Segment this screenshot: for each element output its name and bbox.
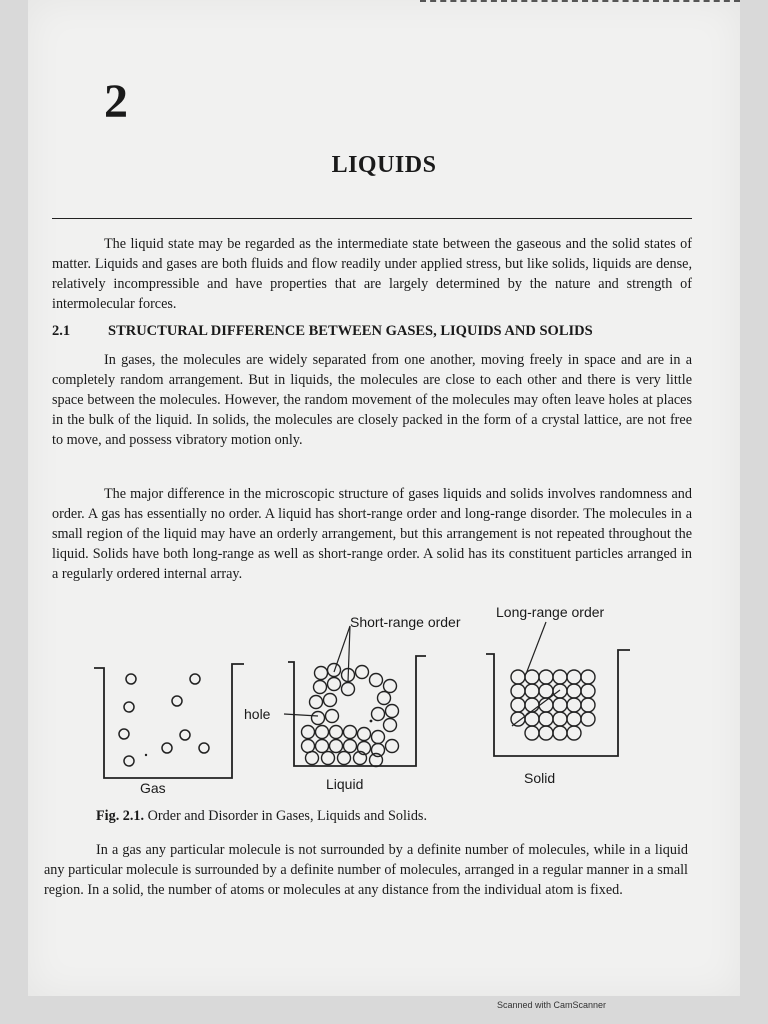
paragraph-surrounding-molecules xyxy=(44,840,688,900)
section-title: STRUCTURAL DIFFERENCE BETWEEN GASES, LIQUIDS AND SOLIDS xyxy=(108,323,593,339)
label-gas: Gas xyxy=(140,780,166,796)
scanner-watermark: Scanned with CamScanner xyxy=(497,1000,607,1010)
intro-text: The liquid state may be regarded as the intermediate state between the gaseous and the solid states of matter. Liquids and gases are both fluids and flow readily under applied stress, but like solids, liquids are dense, relatively incompressible and have properties that are largely determined by the nature and strength of intermolecular forces. xyxy=(52,236,692,312)
label-solid: Solid xyxy=(524,770,556,786)
gas-dot xyxy=(145,754,147,756)
paragraph-2-text: The major difference in the microscopic structure of gases liquids and solids involves randomness and order. A gas has essentially no order. A liquid has short-range order and long-range disorder. The molecules in a small region of the liquid may have an orderly arrangement, but this arrangement is not repeated throughout the liquid. Solids have both long-range as well as short-range order. A solid has its constituent particles arranged in a regularly ordered internal array. xyxy=(52,486,692,582)
gas-molecules xyxy=(119,674,209,766)
liquid-hole-dot xyxy=(370,720,373,723)
page-top-edge xyxy=(420,0,740,6)
paragraph-order xyxy=(52,484,692,584)
figure-caption xyxy=(96,808,427,825)
paragraph-1-text: In gases, the molecules are widely separated from one another, moving freely in space and are in a completely random arrangement. But in liquids, the molecules are close to each other and there is very little space between the molecules. However, the random movement of the molecules may often leave holes at places in the bulk of the liquid. In solids, the molecules are closely packed in the form of a crystal lattice, are not free to move, and possess vibratory motion only. xyxy=(52,352,692,448)
paragraph-3-text: In a gas any particular molecule is not surrounded by a definite number of molecules, while in a liquid any particular molecule is surrounded by a definite number of molecules, arranged in a regular manner in a small region. In a solid, the number of atoms or molecules at any distance from the individual atom is fixed. xyxy=(44,842,688,898)
title-divider xyxy=(52,218,692,219)
paragraph-gases-liquids-solids xyxy=(52,350,692,450)
chapter-number: 2 xyxy=(104,75,128,128)
label-liquid: Liquid xyxy=(326,776,364,792)
figure-order-disorder xyxy=(0,600,768,800)
figure-caption-text: Order and Disorder in Gases, Liquids and Solids. xyxy=(147,808,427,824)
liquid-molecules xyxy=(302,664,399,767)
figure-reference: Fig. 2.1. xyxy=(96,808,145,824)
short-range-leader-1 xyxy=(334,626,350,672)
solid-molecules xyxy=(511,670,595,740)
short-range-leader-2 xyxy=(348,626,350,682)
label-short-range-order: Short-range order xyxy=(350,614,461,630)
label-hole: hole xyxy=(244,706,271,722)
figure-drawing xyxy=(0,600,768,800)
long-range-leader xyxy=(526,622,546,674)
gas-container xyxy=(94,664,244,778)
chapter-title: LIQUIDS xyxy=(331,152,437,178)
intro-paragraph xyxy=(52,234,692,314)
section-heading xyxy=(52,322,692,340)
section-number: 2.1 xyxy=(52,323,71,339)
label-long-range-order: Long-range order xyxy=(496,604,605,620)
